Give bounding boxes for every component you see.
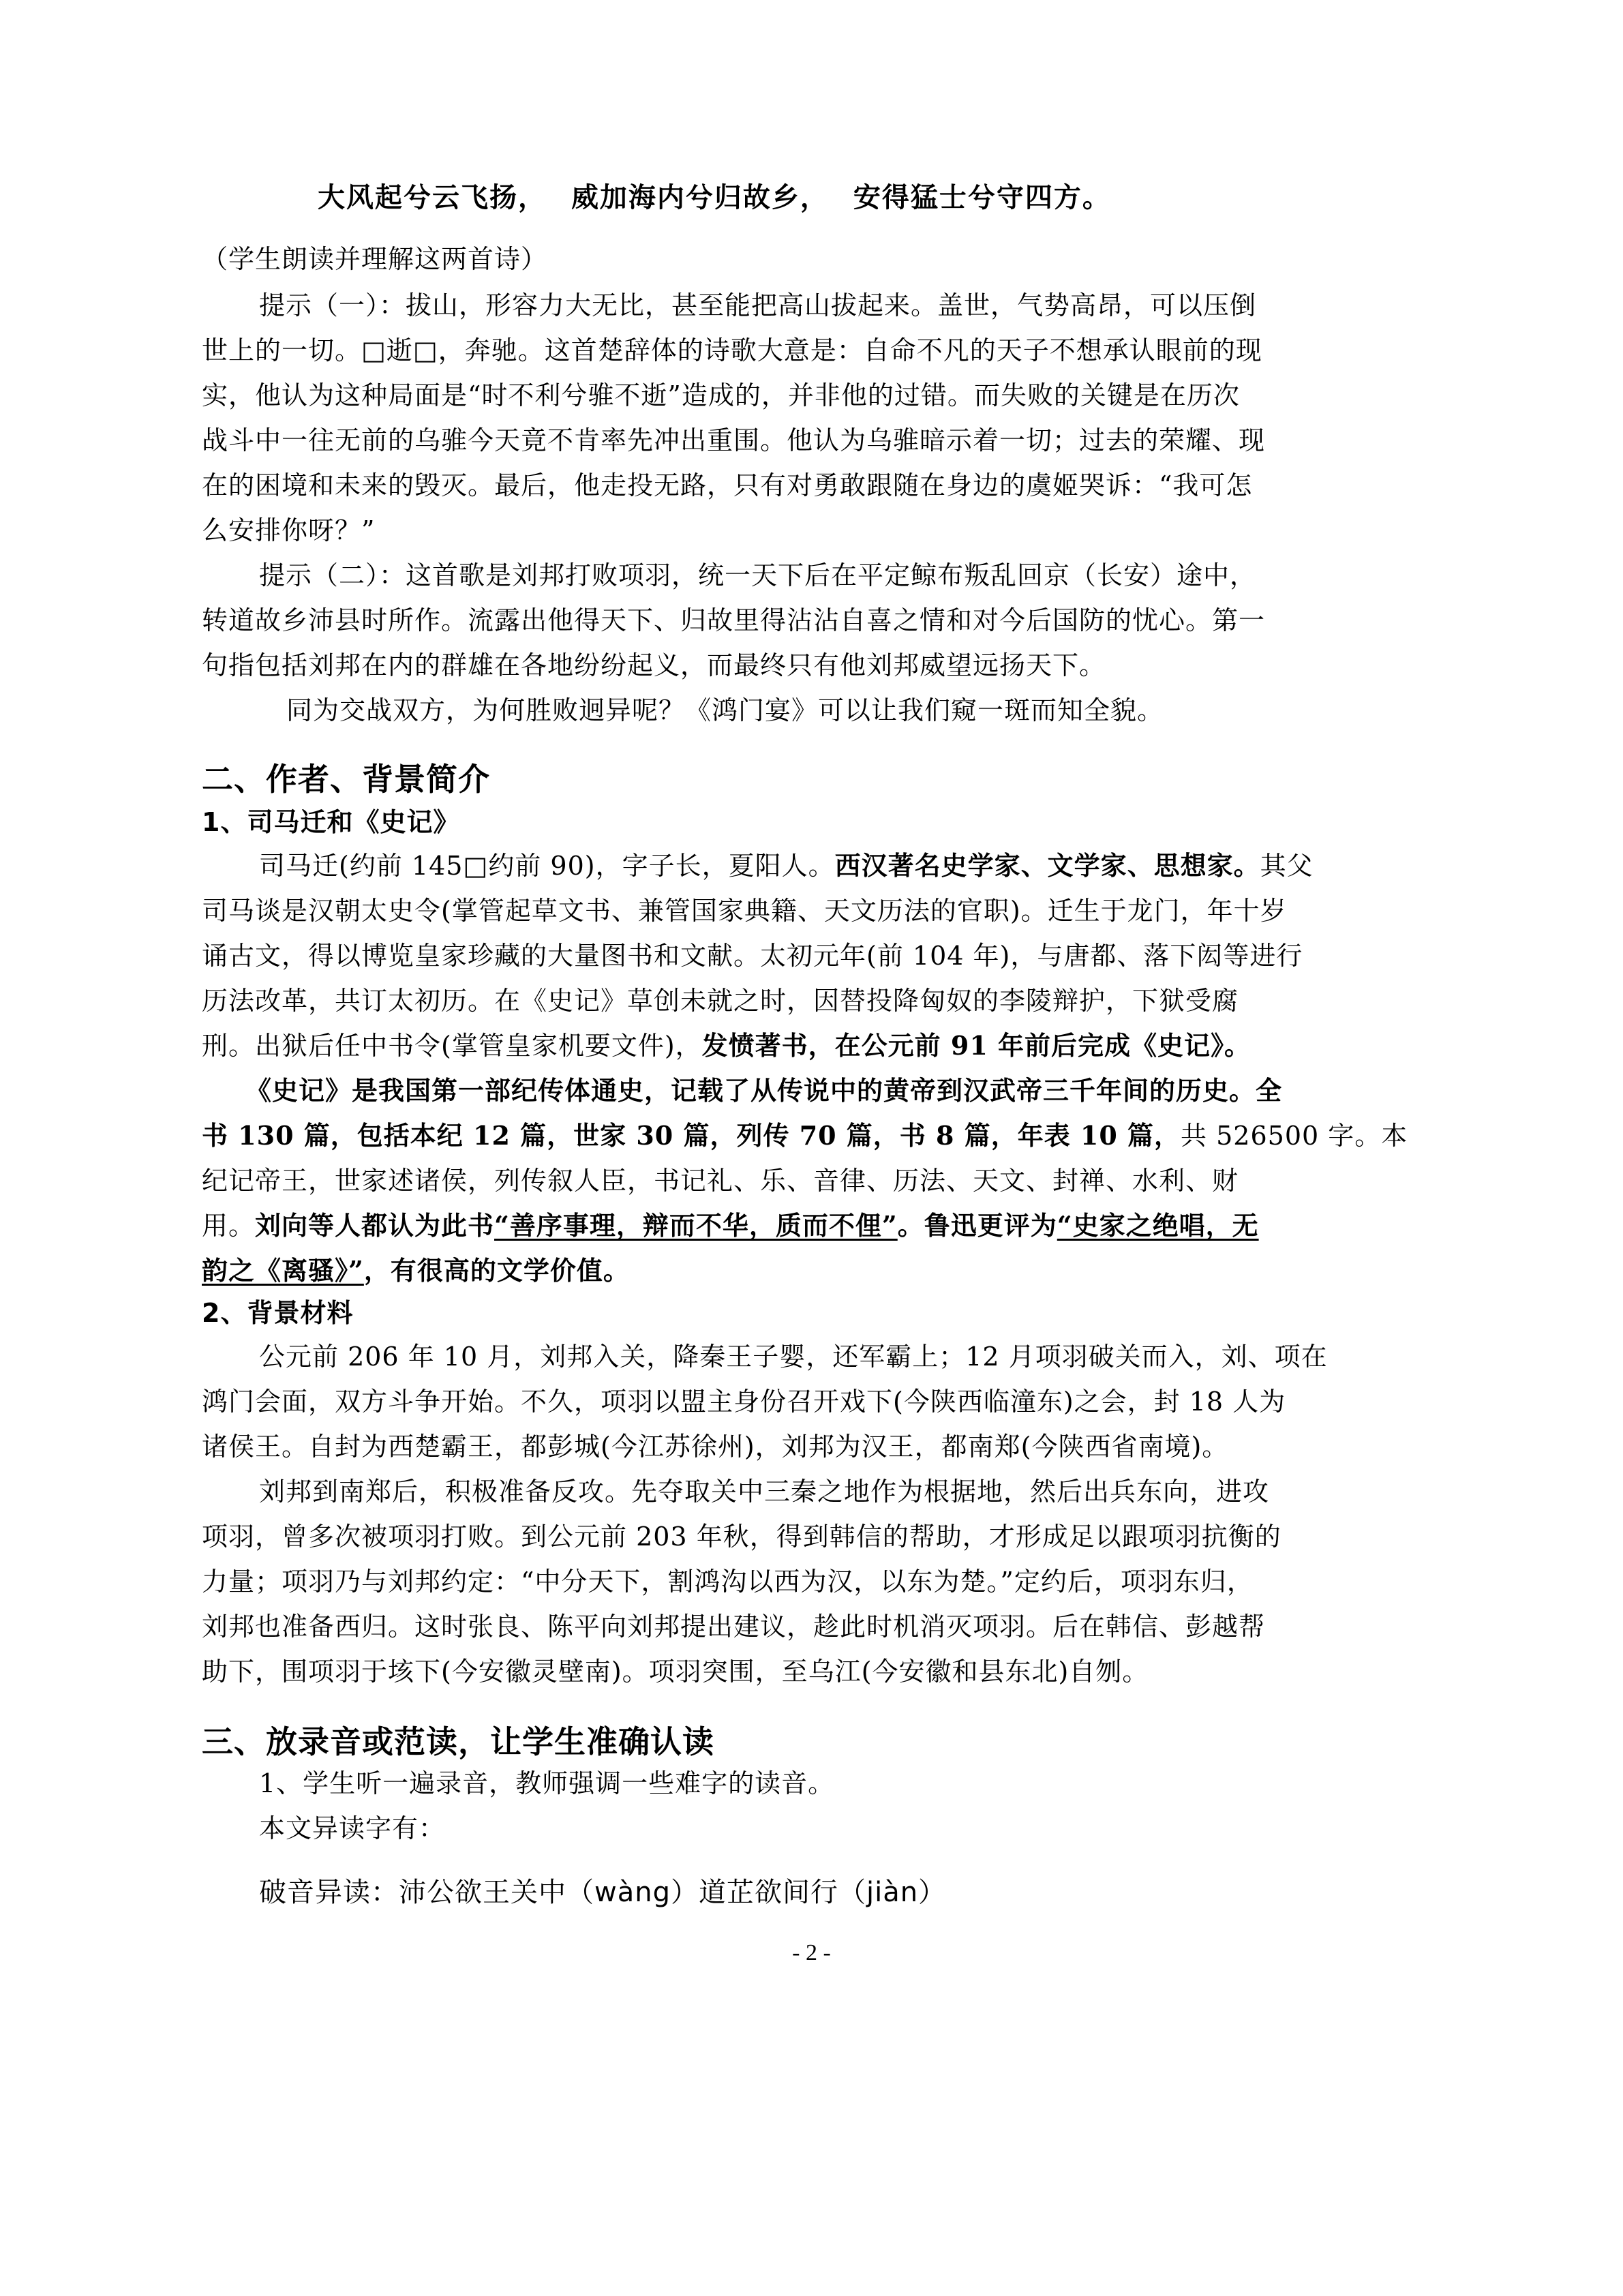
hint1-line-5: 在的困境和未来的毁灭。最后，他走投无路，只有对勇敢跟随在身边的虞姬哭诉：“我可怎 — [202, 470, 1253, 500]
bio-line-3: 诵古文，得以博览皇家珍藏的大量图书和文献。太初元年(前 104 年)，与唐都、落下闳等进行 — [202, 941, 1303, 971]
shiji-line-4 — [202, 1205, 1259, 1246]
bio-line-1 — [259, 845, 1314, 886]
background-line-1: 公元前 206 年 10 月，刘邦入关，降秦王子婴，还军霸上；12 月项羽破关而入，刘、项在 — [259, 1342, 1328, 1372]
hint2-line-2: 转道故乡沛县时所作。流露出他得天下、归故里得沾沾自喜之情和对今后国防的忧心。第一 — [202, 605, 1266, 635]
shiji-quote: “史家之绝唱，无 — [1057, 1210, 1259, 1241]
hint1-line-1: 提示（一）：拔山，形容力大无比，甚至能把高山拔起来。盖世，气势高昂，可以压倒 — [259, 290, 1257, 320]
poem-verse-3: 安得猛士兮守四方。 — [853, 182, 1111, 213]
hint1-line-6: 么安排你呀？” — [202, 515, 376, 545]
shiji-highlight: 。鲁迅更评为 — [897, 1210, 1057, 1241]
bio-text: 其父 — [1260, 851, 1314, 881]
background-line-8: 助下，围项羽于垓下(今安徽灵壁南)。项羽突围，至乌江(今安徽和县东北)自刎。 — [202, 1657, 1149, 1687]
background-line-7: 刘邦也准备西归。这时张良、陈平向刘邦提出建议，趁此时机消灭项羽。后在韩信、彭越帮 — [202, 1612, 1266, 1642]
bio-line-2: 司马谈是汉朝太史令(掌管起草文书、兼管国家典籍、天文历法的官职)。迁生于龙门，年十岁 — [202, 896, 1287, 926]
bio-text: 刑。出狱后任中书令(掌管皇家机要文件)， — [202, 1031, 702, 1061]
bio-highlight: 发愤著书，在公元前 91 年前后完成《史记》。 — [701, 1030, 1251, 1061]
hint1-line-4: 战斗中一往无前的乌骓今天竟不肯率先冲出重围。他认为乌骓暗示着一切；过去的荣耀、现 — [202, 425, 1266, 455]
shiji-text: 用。 — [202, 1211, 256, 1241]
section3-heading: 三、放录音或范读，让学生准确认读 — [202, 1723, 714, 1760]
section2-subheading-2: 2、背景材料 — [202, 1298, 354, 1328]
hint1-line-3: 实，他认为这种局面是“时不利兮骓不逝”造成的，并非他的过错。而失败的关键是在历次 — [202, 380, 1240, 410]
section2-subheading-1: 1、司马迁和《史记》 — [202, 807, 460, 837]
bio-line-5 — [202, 1025, 1251, 1066]
shiji-line-3: 纪记帝王，世家述诸侯，列传叙人臣，书记礼、乐、音律、历法、天文、封禅、水利、财 — [202, 1166, 1239, 1196]
bio-text: 司马迁(约前 145□约前 90)，字子长，夏阳人。 — [259, 851, 835, 881]
poem-verse-1: 大风起兮云飞扬， — [318, 182, 547, 213]
shiji-quote: “善序事理，辩而不华，质而不俚” — [494, 1210, 898, 1241]
page-number: - 2 - — [792, 1940, 831, 1965]
hint2-line-3: 句指包括刘邦在内的群雄在各地纷纷起义，而最终只有他刘邦威望远扬天下。 — [202, 650, 1106, 680]
shiji-highlight: 刘向等人都认为此书 — [255, 1210, 495, 1241]
shiji-highlight: 书 130 篇，包括本纪 12 篇，世家 30 篇，列传 70 篇，书 8 篇，年表 10 篇， — [202, 1120, 1181, 1151]
intro-note: （学生朗读并理解这两首诗） — [202, 244, 548, 274]
section3-line-3: 破音异读：沛公欲王关中（wàng）道芷欲间行（jiàn） — [259, 1877, 947, 1908]
background-line-5: 项羽，曾多次被项羽打败。到公元前 203 年秋，得到韩信的帮助，才形成足以跟项羽抗衡的 — [202, 1522, 1281, 1552]
shiji-line-5 — [202, 1250, 630, 1291]
hint2-line-1: 提示（二）：这首歌是刘邦打败项羽，统一天下后在平定鲸布叛乱回京（长安）途中， — [259, 560, 1257, 590]
section3-line-1: 1、学生听一遍录音，教师强调一些难字的读音。 — [259, 1768, 835, 1798]
bio-highlight: 西汉著名史学家、文学家、思想家。 — [834, 850, 1260, 881]
hint1-line-2: 世上的一切。□逝□，奔驰。这首楚辞体的诗歌大意是：自命不凡的天子不想承认眼前的现 — [202, 335, 1262, 365]
section2-heading: 二、作者、背景简介 — [202, 761, 490, 798]
background-line-4: 刘邦到南郑后，积极准备反攻。先夺取关中三秦之地作为根据地，然后出兵东向，进攻 — [259, 1477, 1270, 1507]
shiji-line-2 — [202, 1115, 1408, 1156]
shiji-line-1: 《史记》是我国第一部纪传体通史，记载了从传说中的黄帝到汉武帝三千年间的历史。全 — [245, 1075, 1283, 1106]
bio-line-4: 历法改革，共订太初历。在《史记》草创未就之时，因替投降匈奴的李陵辩护，下狱受腐 — [202, 986, 1239, 1016]
shiji-text: 共 526500 字。本 — [1181, 1121, 1408, 1151]
shiji-highlight: ，有很高的文学价值。 — [363, 1255, 630, 1286]
background-line-2: 鸿门会面，双方斗争开始。不久，项羽以盟主身份召开戏下(今陕西临潼东)之会，封 18 人为 — [202, 1387, 1286, 1417]
background-line-6: 力量；项羽乃与刘邦约定：“中分天下，割鸿沟以西为汉，以东为楚。”定约后，项羽东归， — [202, 1567, 1254, 1597]
shiji-quote: 韵之《离骚》” — [202, 1255, 364, 1286]
intro-closing: 同为交战双方，为何胜败迥异呢？《鸿门宴》可以让我们窥一斑而知全貌。 — [286, 695, 1164, 725]
poem-verse-2: 威加海内兮归故乡， — [571, 182, 829, 213]
background-line-3: 诸侯王。自封为西楚霸王，都彭城(今江苏徐州)，刘邦为汉王，都南郑(今陕西省南境)。 — [202, 1432, 1229, 1462]
poem-line — [318, 177, 1111, 218]
section3-line-2: 本文异读字有： — [259, 1813, 446, 1843]
